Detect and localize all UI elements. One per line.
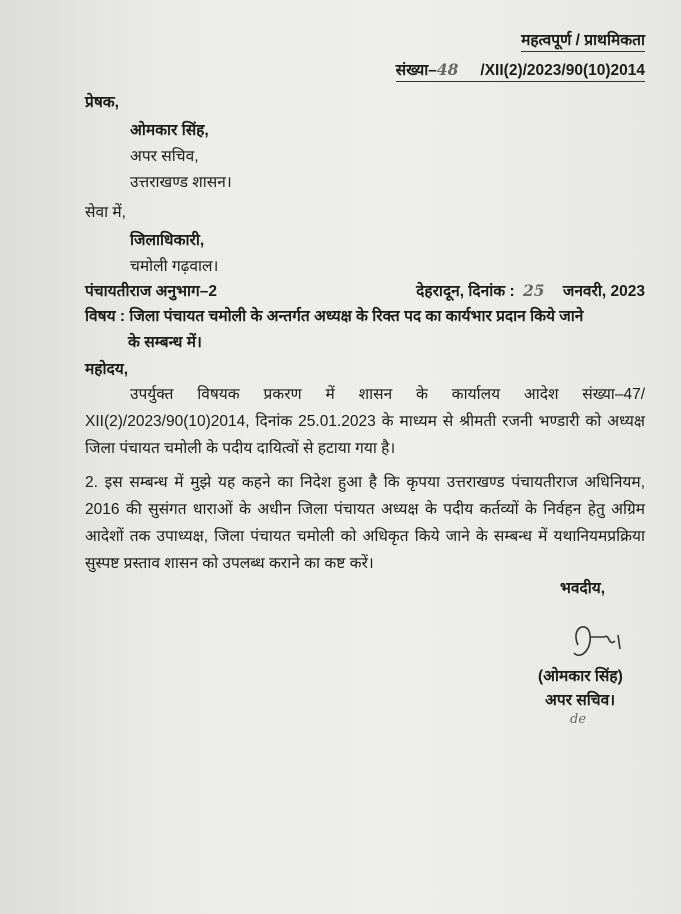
signatory-designation: अपर सचिव। xyxy=(545,692,616,709)
valediction: भवदीय, xyxy=(560,580,606,597)
date-day: 25 xyxy=(522,281,545,300)
date-suffix: जनवरी, 2023 xyxy=(562,283,645,300)
salutation: महोदय, xyxy=(85,361,129,378)
number-handwritten: 48 xyxy=(436,60,459,79)
sender-name: ओमकार सिंह, xyxy=(130,122,209,139)
recipient-label: सेवा में, xyxy=(85,204,126,221)
number-prefix: संख्या– xyxy=(395,62,437,79)
signatory-name: (ओमकार सिंह) xyxy=(538,668,623,685)
letter-number xyxy=(396,58,645,82)
paragraph-2: 2. इस सम्बन्ध में मुझे यह कहने का निदेश हुआ है कि कृपया उत्तराखण्ड पंचायतीराज अधिनियम, 2016 की सुसंगत धाराओं के अधीन जिला पंचायत अध्यक्ष के पदीय कर्तव्यों के निर्वहन हेतु अग्रिम आदेशों तक उपाध्यक्ष, जिला पंचायत चमोली को अधिकृत किये जाने के सम्बन्ध में यथानियमप्रक्रिया सुस्पष्ट प्रस्ताव शासन को उपलब्ध कराने का कष्ट करें। xyxy=(85,474,646,572)
recipient-name: जिलाधिकारी, xyxy=(130,232,205,249)
priority-label: महत्वपूर्ण / प्राथमिकता xyxy=(521,28,645,52)
date-prefix: देहरादून, दिनांक : xyxy=(416,283,515,300)
subject-line-1: विषय : जिला पंचायत चमोली के अन्तर्गत अध्यक्ष के रिक्त पद का कार्यभार प्रदान किये जाने xyxy=(85,308,584,325)
initials: de xyxy=(570,712,587,727)
section-name: पंचायतीराज अनुभाग–2 xyxy=(85,283,217,300)
subject-line-2: के सम्बन्ध में। xyxy=(128,334,202,351)
sender-designation: अपर सचिव, xyxy=(130,148,199,165)
sender-label: प्रेषक, xyxy=(85,94,119,111)
recipient-place: चमोली गढ़वाल। xyxy=(130,258,219,275)
paragraph-1: उपर्युक्त विषयक प्रकरण में शासन के कार्यालय आदेश संख्या–47/ XII(2)/2023/90(10)2014, दिनांक 25.01.2023 के माध्यम से श्रीमती रजनी भण्डारी को अध्यक्ष जिला पंचायत चमोली के पदीय दायित्वों से हटाया गया है। xyxy=(85,386,645,457)
sender-office: उत्तराखण्ड शासन। xyxy=(130,174,232,191)
number-suffix: /XII(2)/2023/90(10)2014 xyxy=(480,62,645,79)
date-line xyxy=(416,279,645,301)
signature xyxy=(560,615,640,665)
